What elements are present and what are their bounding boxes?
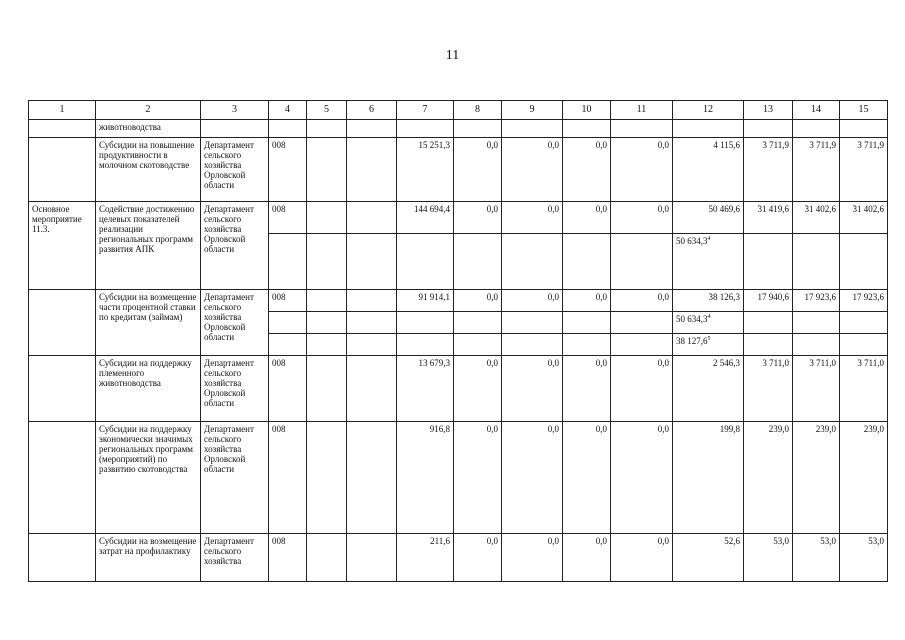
- cell-col14: 3 711,9: [793, 138, 840, 202]
- cell-col8: [454, 234, 502, 290]
- cell-col10: 0,0: [563, 422, 611, 534]
- cell-col12-extra: [673, 334, 744, 356]
- cell-col5: [307, 534, 347, 582]
- cell-code: 008: [269, 534, 307, 582]
- cell-col8: [454, 120, 502, 138]
- cell-col13: [744, 312, 793, 334]
- cell-col6: [347, 312, 397, 334]
- table-row: [29, 422, 888, 534]
- cell-col11: 0,0: [611, 202, 673, 234]
- cell-code: 008: [269, 138, 307, 202]
- cell-col14: 31 402,6: [793, 202, 840, 234]
- cell-col8: 0,0: [454, 138, 502, 202]
- cell-activity: [29, 120, 96, 138]
- cell-col13: [744, 120, 793, 138]
- cell-activity: [29, 422, 96, 534]
- table-row: [29, 138, 888, 202]
- cell-executor: Департамент сельского хозяйства Орловской области: [201, 138, 269, 202]
- cell-activity: [29, 138, 96, 202]
- cell-col9: 0,0: [502, 534, 563, 582]
- cell-col15: [840, 234, 888, 290]
- cell-col9: 0,0: [502, 356, 563, 422]
- header-cell: 7: [397, 101, 454, 120]
- cell-col13: 3 711,9: [744, 138, 793, 202]
- cell-name: Субсидии на возмещение затрат на профилактику: [96, 534, 201, 582]
- footnote-mark: 4: [707, 314, 711, 320]
- cell-total: [397, 312, 454, 334]
- cell-code: 008: [269, 422, 307, 534]
- cell-total: [397, 120, 454, 138]
- cell-code: [269, 334, 307, 356]
- cell-col14: 53,0: [793, 534, 840, 582]
- cell-col13: 53,0: [744, 534, 793, 582]
- cell-col14: 3 711,0: [793, 356, 840, 422]
- extra-value: 50 634,3: [676, 236, 708, 246]
- footnote-mark: 5: [707, 336, 711, 342]
- cell-name: животноводства: [96, 120, 201, 138]
- cell-activity: [29, 534, 96, 582]
- cell-col6: [347, 234, 397, 290]
- cell-col5: [307, 422, 347, 534]
- cell-col14: [793, 334, 840, 356]
- cell-col6: [347, 202, 397, 234]
- cell-col5: [307, 334, 347, 356]
- cell-executor: Департамент сельского хозяйства: [201, 534, 269, 582]
- cell-col9: 0,0: [502, 202, 563, 234]
- cell-col8: 0,0: [454, 356, 502, 422]
- cell-col10: [563, 234, 611, 290]
- cell-col11: 0,0: [611, 534, 673, 582]
- cell-code: [269, 312, 307, 334]
- footnote-mark: 4: [707, 236, 711, 242]
- cell-col11: 0,0: [611, 422, 673, 534]
- page-number: 11: [445, 48, 460, 63]
- cell-executor: Департамент сельского хозяйства Орловской области: [201, 422, 269, 534]
- cell-col11: 0,0: [611, 290, 673, 312]
- cell-code: [269, 120, 307, 138]
- cell-col13: [744, 334, 793, 356]
- cell-col15: [840, 334, 888, 356]
- cell-col6: [347, 422, 397, 534]
- cell-col11: 0,0: [611, 356, 673, 422]
- cell-col12: 38 126,3: [673, 290, 744, 312]
- cell-col12: 199,8: [673, 422, 744, 534]
- cell-code: [269, 234, 307, 290]
- cell-total: 15 251,3: [397, 138, 454, 202]
- cell-col9: [502, 334, 563, 356]
- cell-col5: [307, 312, 347, 334]
- cell-activity: Основное мероприятие 11.3.: [29, 202, 96, 290]
- cell-col9: [502, 312, 563, 334]
- cell-code: 008: [269, 202, 307, 234]
- header-cell: 11: [611, 101, 673, 120]
- cell-activity: [29, 356, 96, 422]
- header-cell: 3: [201, 101, 269, 120]
- header-cell: 12: [673, 101, 744, 120]
- cell-col12: 2 546,3: [673, 356, 744, 422]
- cell-col13: [744, 234, 793, 290]
- extra-value: 38 127,6: [676, 336, 708, 346]
- cell-col9: [502, 234, 563, 290]
- cell-col6: [347, 120, 397, 138]
- cell-col8: [454, 312, 502, 334]
- cell-executor: Департамент сельского хозяйства Орловской области: [201, 202, 269, 290]
- cell-col9: [502, 120, 563, 138]
- cell-col8: 0,0: [454, 422, 502, 534]
- header-cell: 9: [502, 101, 563, 120]
- cell-name: Субсидии на возмещение части процентной ставки по кредитам (займам): [96, 290, 201, 356]
- table-row: [29, 290, 888, 312]
- cell-col12-extra: [673, 234, 744, 290]
- cell-col15: [840, 312, 888, 334]
- cell-col11: 0,0: [611, 138, 673, 202]
- cell-col5: [307, 290, 347, 312]
- cell-col9: 0,0: [502, 422, 563, 534]
- cell-col10: [563, 334, 611, 356]
- cell-col14: 17 923,6: [793, 290, 840, 312]
- cell-col6: [347, 290, 397, 312]
- cell-activity: [29, 290, 96, 356]
- cell-col11: [611, 120, 673, 138]
- cell-col12: 4 115,6: [673, 138, 744, 202]
- header-cell: 2: [96, 101, 201, 120]
- cell-col8: 0,0: [454, 202, 502, 234]
- cell-total: [397, 234, 454, 290]
- header-cell: 13: [744, 101, 793, 120]
- cell-executor: [201, 120, 269, 138]
- table-row: [29, 202, 888, 234]
- cell-col5: [307, 234, 347, 290]
- cell-col11: [611, 312, 673, 334]
- table-row: [29, 534, 888, 582]
- header-cell: 5: [307, 101, 347, 120]
- cell-col15: 17 923,6: [840, 290, 888, 312]
- cell-col6: [347, 334, 397, 356]
- cell-total: 91 914,1: [397, 290, 454, 312]
- cell-name: Субсидии на поддержку экономически значимых региональных программ (мероприятий) по развитию скотоводства: [96, 422, 201, 534]
- cell-col13: 31 419,6: [744, 202, 793, 234]
- cell-col10: [563, 312, 611, 334]
- cell-col10: 0,0: [563, 534, 611, 582]
- cell-col5: [307, 120, 347, 138]
- cell-col9: 0,0: [502, 290, 563, 312]
- cell-col10: 0,0: [563, 138, 611, 202]
- table-row: [29, 120, 888, 138]
- cell-name: Субсидии на повышение продуктивности в молочном скотоводстве: [96, 138, 201, 202]
- cell-col15: 3 711,9: [840, 138, 888, 202]
- cell-total: [397, 334, 454, 356]
- cell-total: 211,6: [397, 534, 454, 582]
- cell-executor: Департамент сельского хозяйства Орловской области: [201, 290, 269, 356]
- cell-col12: [673, 120, 744, 138]
- cell-col12: 52,6: [673, 534, 744, 582]
- cell-col13: 17 940,6: [744, 290, 793, 312]
- cell-col11: [611, 334, 673, 356]
- cell-col5: [307, 138, 347, 202]
- cell-total: 13 679,3: [397, 356, 454, 422]
- cell-col14: [793, 312, 840, 334]
- cell-col9: 0,0: [502, 138, 563, 202]
- cell-col5: [307, 202, 347, 234]
- cell-col10: 0,0: [563, 356, 611, 422]
- header-cell: 14: [793, 101, 840, 120]
- cell-col11: [611, 234, 673, 290]
- cell-col14: [793, 234, 840, 290]
- cell-col6: [347, 138, 397, 202]
- cell-col6: [347, 356, 397, 422]
- header-cell: 4: [269, 101, 307, 120]
- cell-col15: 239,0: [840, 422, 888, 534]
- header-cell: 6: [347, 101, 397, 120]
- header-row: [29, 101, 888, 120]
- cell-col13: 239,0: [744, 422, 793, 534]
- cell-col14: 239,0: [793, 422, 840, 534]
- cell-col15: 31 402,6: [840, 202, 888, 234]
- cell-name: Субсидии на поддержку племенного животноводства: [96, 356, 201, 422]
- cell-col14: [793, 120, 840, 138]
- cell-col6: [347, 534, 397, 582]
- cell-total: 144 694,4: [397, 202, 454, 234]
- cell-executor: Департамент сельского хозяйства Орловской области: [201, 356, 269, 422]
- cell-col12: 50 469,6: [673, 202, 744, 234]
- cell-col15: [840, 120, 888, 138]
- cell-col15: 53,0: [840, 534, 888, 582]
- extra-value: 50 634,3: [676, 314, 708, 324]
- cell-col10: 0,0: [563, 202, 611, 234]
- cell-col8: 0,0: [454, 290, 502, 312]
- table-row: [29, 356, 888, 422]
- cell-total: 916,8: [397, 422, 454, 534]
- cell-col10: [563, 120, 611, 138]
- cell-code: 008: [269, 356, 307, 422]
- header-cell: 10: [563, 101, 611, 120]
- header-cell: 1: [29, 101, 96, 120]
- budget-table: [28, 100, 888, 582]
- cell-col15: 3 711,0: [840, 356, 888, 422]
- cell-col8: [454, 334, 502, 356]
- header-cell: 8: [454, 101, 502, 120]
- cell-col8: 0,0: [454, 534, 502, 582]
- header-cell: 15: [840, 101, 888, 120]
- cell-name: Содействие достижению целевых показателей реализации региональных программ развития АПК: [96, 202, 201, 290]
- cell-col13: 3 711,0: [744, 356, 793, 422]
- cell-code: 008: [269, 290, 307, 312]
- cell-col5: [307, 356, 347, 422]
- cell-col12-extra: [673, 312, 744, 334]
- cell-col10: 0,0: [563, 290, 611, 312]
